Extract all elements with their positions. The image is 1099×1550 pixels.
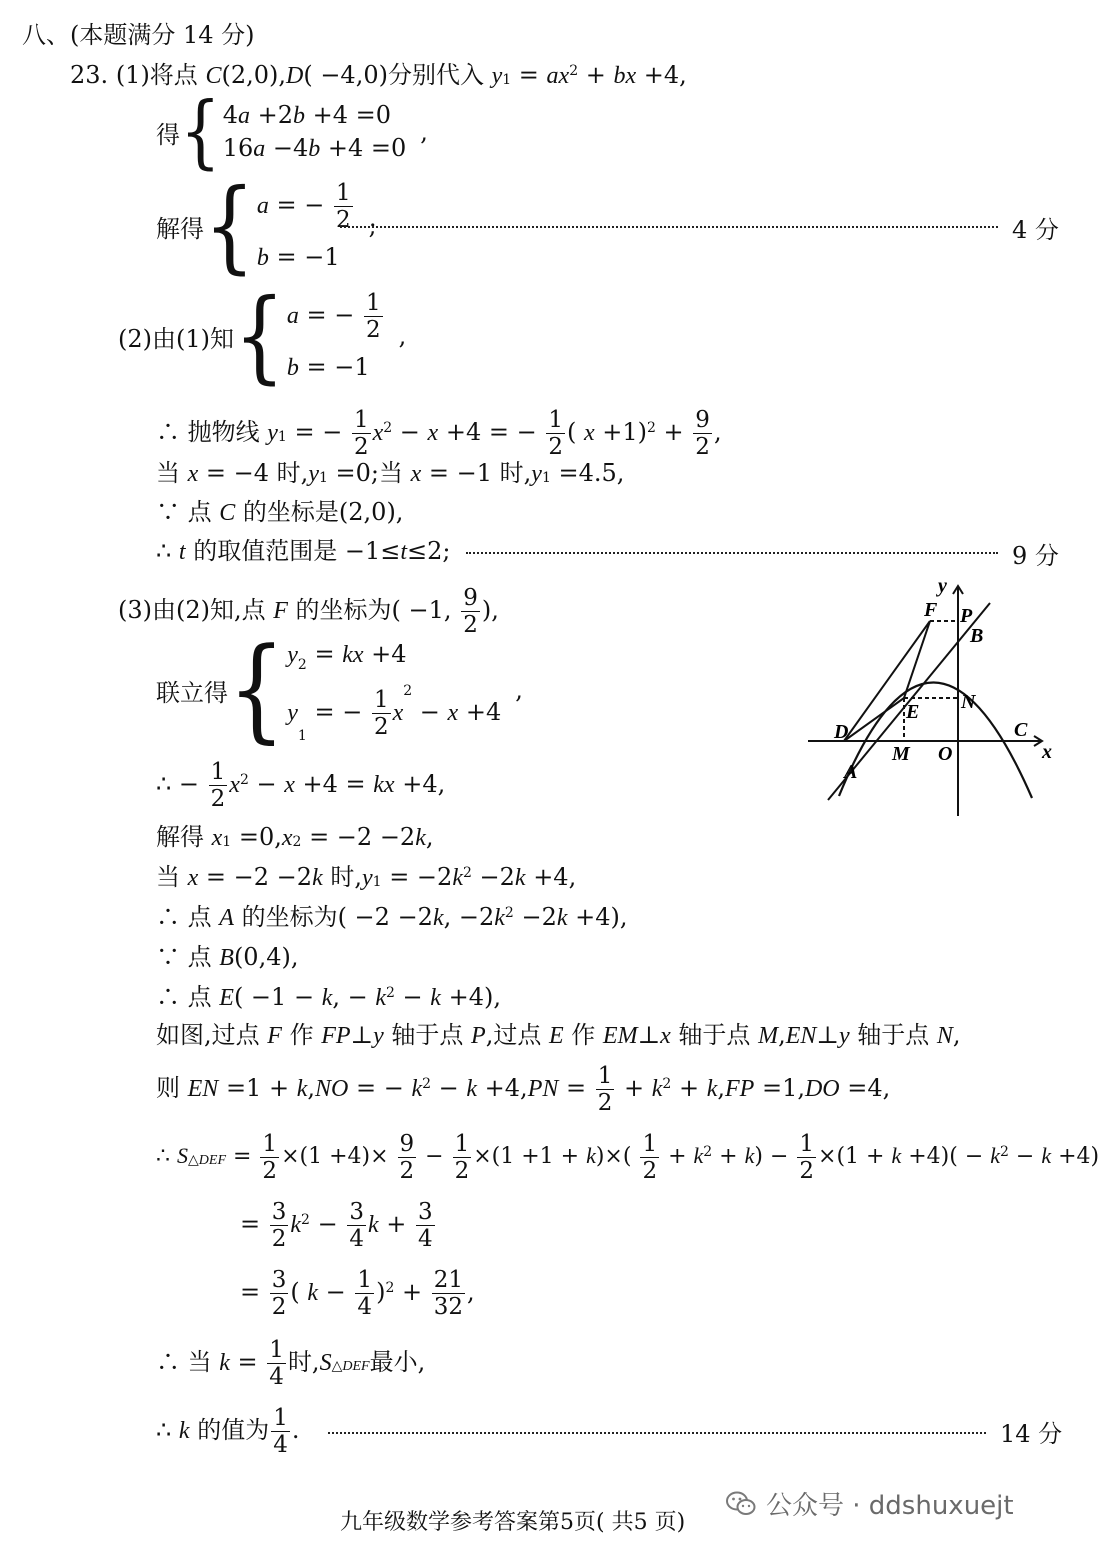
part2-known-system: (2)由(1)知 { a = − $\frac{1}{2}$ b = −1 , [118, 277, 407, 394]
part3-line4: 当 x = −2 −2k 时$,y_1 = -2k^2 -2k +4$, [156, 863, 577, 891]
score-14: 14 分 [1000, 1420, 1063, 1448]
label-m: M [892, 743, 910, 765]
part3-area-vertex-form: = $\frac{3}{2}$ ( k − $\frac{1}{4}$ )$^2$ + $\frac{21}{32}$ , [240, 1267, 475, 1320]
part3-line3: 解得 $x_1 =0,x_2 = -2 -2k$, [156, 823, 434, 851]
wechat-watermark: 公众号 · ddshuxuejt [726, 1485, 1014, 1522]
label-p: P [960, 605, 973, 627]
part3-area-simplified: = $\frac{3}{2}$ $k^2$ − $\frac{3}{4}$ k + $\frac{3}{4}$ [240, 1199, 433, 1252]
part2-line4: ∴ t 的取值范围是 −1≤t≤2; [156, 537, 451, 565]
label-b: B [970, 625, 984, 647]
label-n: N [961, 691, 976, 713]
part1-intro: 23. (1)将点 C(2,0),D( −4,0)分别代入 $y_1 = ax^2$ + bx +4, [70, 61, 687, 89]
label-c: C [1014, 719, 1028, 741]
score-4: 4 分 [1012, 216, 1059, 244]
label-f: F [924, 599, 938, 621]
label-d: D [834, 721, 849, 743]
section-header: 八、(本题满分 14 分) [22, 21, 255, 49]
label-e: E [906, 701, 920, 723]
part1-solution-system: 解得 { a = − $\frac{1}{2}$ b = −1 ; [156, 167, 377, 284]
part3-line9: 则 EN =1 + k,NO = − $k^2 - k +4,PN$ = $\frac{1}{2}$ + $k^2 + k,FP =1,DO =4$, [156, 1063, 891, 1116]
label-y: y [938, 575, 947, 597]
part3-line5: ∴ 点 A 的坐标为( −2 −2k, $-2k^2 -2k +4$), [156, 903, 628, 931]
wechat-icon [726, 1491, 756, 1517]
parabola-figure [806, 575, 1056, 818]
segment-df [844, 621, 930, 741]
part1-equation-system: 得 { 4a +2b +4 =0 16a −4b +4 =0 , [156, 85, 428, 179]
label-x: x [1042, 741, 1052, 763]
page-footer: 九年级数学参考答案第5页( 共5 页) [340, 1510, 686, 1535]
dot-leader-3 [328, 1432, 986, 1434]
part3-line1: (3)由(2)知,点 F 的坐标为( −1, $\frac{9}{2}$ ), [118, 585, 499, 638]
part3-area-expression: ∴ $S_{\triangle DEF}$ = $\frac{1}{2}$ ×(1 +4)× $\frac{9}{2}$ − $\frac{1}{2}$ ×(1 +1 + k)×( $\frac{1}{2}$ + $k^2 + k$) − $\frac{1}{2}$ $\times(1 + k +4)( - k^2 - k +4)$ [156, 1130, 1099, 1184]
part3-line7: ∴ 点 E( −1 − k, − $k^2 - k +4$), [156, 983, 501, 1011]
part3-line6: ∵ 点 B(0,4), [156, 943, 299, 971]
dot-leader-1 [340, 226, 998, 228]
part3-conclusion: ∴ k 的值为 $\frac{1}{4}$ . [156, 1405, 300, 1458]
part2-line3: ∵ 点 C 的坐标是(2,0), [156, 498, 404, 526]
part3-joint-system: 联立得 { $y_2$ = kx +4 $y_1$ = − $\frac{1}{2}$ $x^2 - x +4$ , [156, 623, 523, 755]
part3-min-condition: ∴ 当 k = $\frac{1}{4}$ 时$,S_{\triangle DEF}$最小, [156, 1337, 426, 1390]
dot-leader-2 [466, 552, 998, 554]
part3-line2: ∴ − $\frac{1}{2}$ $x^2 - x +4$ = kx +4, [156, 759, 446, 812]
score-9: 9 分 [1012, 542, 1059, 570]
part3-line8: 如图,过点 F 作 FP⊥y 轴于点 P,过点 E 作 EM⊥x 轴于点 M,EN⊥y 轴于点 N, [156, 1021, 961, 1049]
part2-parabola: ∴ 抛物线 $y_1$ = − $\frac{1}{2}$ $x^2 - x +4$ = − $\frac{1}{2}$ ( x +1)$^2$ + $\frac{9}{2}$ , [156, 407, 722, 460]
label-a: A [844, 761, 858, 783]
part2-line2: 当 x = −4 时$,y_1 =0$;当 x = −1 时$,y_1 =4.5$, [156, 459, 625, 487]
label-o: O [938, 743, 953, 765]
